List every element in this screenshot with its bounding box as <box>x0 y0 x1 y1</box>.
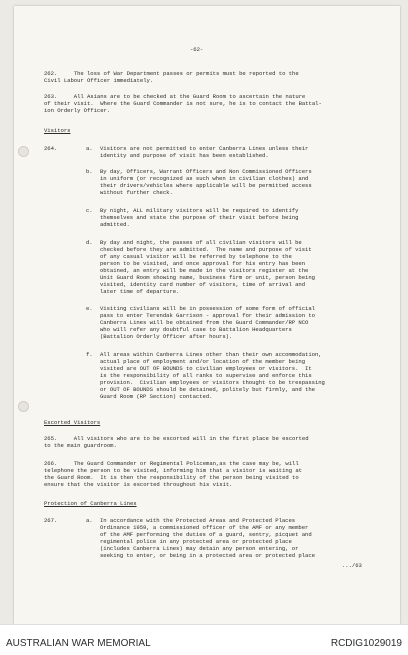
para-262-line: Civil Labour Officer immediately. <box>44 77 154 84</box>
para-267-line: of the AMF performing the duties of a guard, sentry, picquet and <box>100 531 312 538</box>
item-line: Unit Guard Room showing name, business firm or unit, person being <box>100 274 315 281</box>
item-letter: c. <box>86 207 93 214</box>
page-number: -62- <box>190 46 204 53</box>
item-line: who will refer any doubtful case to Battalion Headquarters <box>100 326 292 333</box>
para-267-line: Ordinance 1959, a commissioned officer of the AMF or any member <box>100 524 309 531</box>
para-262-line: 262. The loss of War Department passes or permits must be reported to the <box>44 70 299 77</box>
archive-name: AUSTRALIAN WAR MEMORIAL <box>6 638 151 649</box>
item-line: is the responsibility of all ranks to supervise and enforce this <box>100 372 312 379</box>
item-letter: b. <box>86 168 93 175</box>
item-line: checked before they are admitted. The name and purpose of visit <box>100 246 312 253</box>
item-line: without further check. <box>100 189 173 196</box>
item-line: their drivers/vehicles where applicable will be permitted access <box>100 182 312 189</box>
item-line: themselves and state the purpose of their visit before being <box>100 214 299 221</box>
item-line: By day, Officers, Warrant Officers and Non Commissioned Officers <box>100 168 312 175</box>
item-line: visited, identity card number of visitors, time of arrival and <box>100 281 306 288</box>
item-line: identity and purpose of visit has been established. <box>100 152 269 159</box>
item-line: later time of departure. <box>100 288 180 295</box>
para-267-line: In accordance with the Protected Areas and Protected Places <box>100 517 296 524</box>
item-line: By day and night, the passes of all civilian visitors will be <box>100 239 302 246</box>
item-line: or OUT OF BOUNDS should be detained, politely but firmly, and the <box>100 386 315 393</box>
item-line: By night, ALL military visitors will be required to identify <box>100 207 299 214</box>
para-263-line: of their visit. Where the Guard Commander is not sure, he is to contact the Battal- <box>44 100 322 107</box>
item-line: Guard Room (RP Section) contacted. <box>100 393 213 400</box>
archive-footer <box>0 624 408 655</box>
item-line: Canberra Lines will be obtained from the Guard Commander/RP NCO <box>100 319 309 326</box>
item-line: Visiting civilians will be in possession of some form of official <box>100 305 315 312</box>
para-263-line: ion Orderly Officer. <box>44 107 111 114</box>
para-265-line: 265. All visitors who are to be escorted will in the first place be escorted <box>44 435 309 442</box>
item-line: All areas within Canberra Lines other than their own accommodation, <box>100 351 322 358</box>
para-267-line: (includes Canberra Lines) may detain any person entering, or <box>100 545 299 552</box>
continuation-marker: .../63 <box>342 562 362 569</box>
punch-hole <box>18 401 29 412</box>
para-263-line: 263. All Asians are to be checked at the Guard Room to ascertain the nature <box>44 93 306 100</box>
item-line: of any casual visitor will be referred by telephone to the <box>100 253 292 260</box>
item-line: visited are OUT OF BOUNDS to civilian employees or visitors. It <box>100 365 312 372</box>
para-266-line: the Guard Room. It is then the responsibility of the person being visited to <box>44 474 299 481</box>
item-line: actual place of employment and/or location of the member being <box>100 358 306 365</box>
item-line: admitted. <box>100 221 130 228</box>
item-line: (Battalion Orderly Officer after hours). <box>100 333 233 340</box>
para-267-line: seeking to enter, or being in a protected area or protected place <box>100 552 315 559</box>
para-267-number: 267. <box>44 517 58 524</box>
item-letter: a. <box>86 145 93 152</box>
item-letter: d. <box>86 239 93 246</box>
para-266-line: ensure that the visitor is escorted throughout his visit. <box>44 481 233 488</box>
document-page <box>14 6 400 624</box>
item-line: obtained, an entry will be made in the visitors register at the <box>100 267 309 274</box>
item-line: pass to enter Terendak Garrison - approval for their admission to <box>100 312 315 319</box>
item-line: in uniform (or recognized as such when in civilian clothes) and <box>100 175 309 182</box>
item-line: Visitors are not permitted to enter Canberra Lines unless their <box>100 145 309 152</box>
para-264-number: 264. <box>44 145 58 152</box>
para-266-line: telephone the person to be visited, informing him that a visitor is waiting at <box>44 467 302 474</box>
punch-hole <box>18 146 29 157</box>
record-id: RCDIG1029019 <box>330 638 402 649</box>
heading-escorted-visitors: Escorted Visitors <box>44 419 101 426</box>
item-letter: e. <box>86 305 93 312</box>
item-line: provision. Civilian employees or visitors thought to be trespassing <box>100 379 325 386</box>
para-266-line: 266. The Guard Commander or Regimental Policeman,as the case may be, will <box>44 460 299 467</box>
heading-visitors: Visitors <box>44 127 71 134</box>
item-letter: f. <box>86 351 93 358</box>
para-265-line: to the main guardroom. <box>44 442 117 449</box>
item-letter: a. <box>86 517 93 524</box>
heading-protection: Protection of Canberra Lines <box>44 500 137 507</box>
item-line: person to be visited, and once approval for his entry has been <box>100 260 306 267</box>
para-267-line: regimental police in any protected area or protected place <box>100 538 292 545</box>
